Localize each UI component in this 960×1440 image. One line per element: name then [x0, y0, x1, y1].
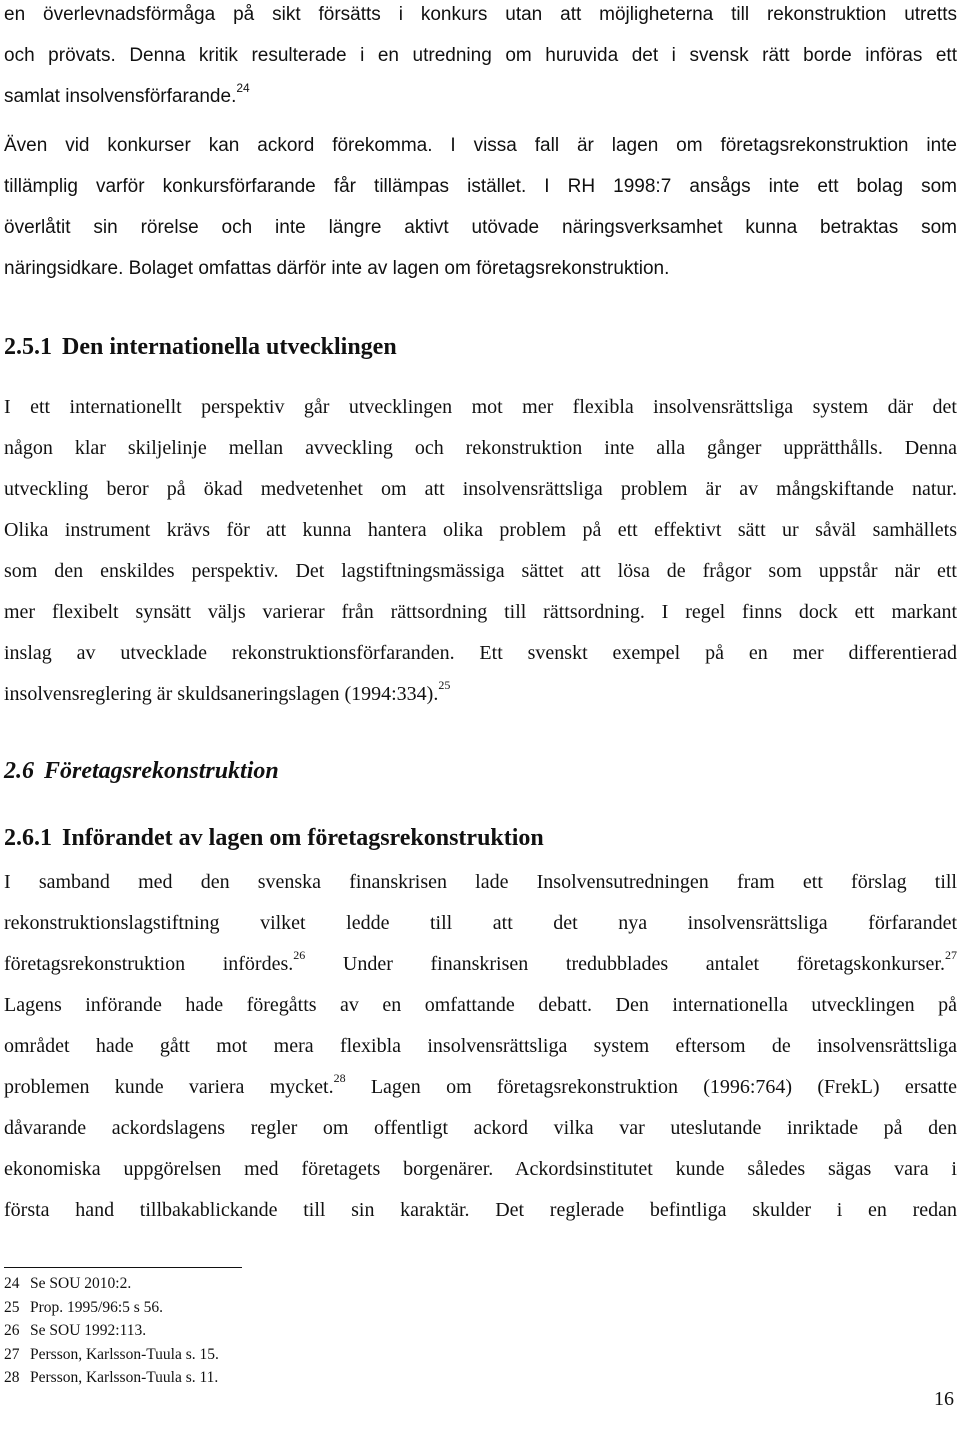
- footnote-26: [4, 1319, 219, 1343]
- footnote-ref-24: 24: [236, 80, 250, 95]
- text-line: I ett internationellt perspektiv går utvecklingen mot mer flexibla insolvensrättsliga system där det: [4, 396, 957, 418]
- footnote-27: [4, 1343, 219, 1367]
- section-title: Införandet av lagen om företagsrekonstruktion: [62, 825, 544, 851]
- text-line: tillämplig varför konkursförfarande får tillämpas istället. I RH 1998:7 ansågs inte ett bolag som: [4, 176, 957, 197]
- text-segment: problemen kunde variera mycket.: [4, 1076, 334, 1098]
- text-line: och prövats. Denna kritik resulterade i en utredning om huruvida det i svensk rätt borde införas ett: [4, 45, 957, 66]
- footnote-number: 28: [4, 1369, 20, 1386]
- text-line: [4, 1067, 957, 1108]
- section-number: 2.6.1: [4, 825, 52, 851]
- text-line: utveckling beror på ökad medvetenhet om att insolvensrättsliga problem är av mångskiftande natur.: [4, 478, 957, 500]
- footnote-number: 25: [4, 1298, 20, 1316]
- text-line: rekonstruktionslagstiftning vilket ledde till att det nya insolvensrättsliga förfarandet: [4, 912, 957, 934]
- footnote-ref-26: 26: [293, 948, 306, 963]
- text-segment: Under finanskrisen tredubblades antalet företagskonkurser.: [305, 953, 945, 975]
- text-line: som den enskildes perspektiv. Det lagstiftningsmässiga sättet att lösa de frågor som uppstår när ett: [4, 560, 957, 582]
- text-line: [4, 674, 957, 715]
- footnote-text: Prop. 1995/96:5 s 56.: [30, 1298, 164, 1316]
- section-title: Den internationella utvecklingen: [62, 334, 397, 360]
- footnotes: [4, 1272, 219, 1390]
- text-line: näringsidkare. Bolaget omfattas därför inte av lagen om företagsrekonstruktion.: [4, 258, 670, 279]
- footnote-text: Persson, Karlsson-Tuula s. 11.: [30, 1369, 219, 1386]
- text-line: [4, 76, 957, 117]
- section-heading-2-5-1: [4, 334, 397, 361]
- footnote-28: [4, 1366, 219, 1390]
- section-number: 2.6: [4, 758, 34, 784]
- text-line: [4, 944, 957, 985]
- text-line: Även vid konkurser kan ackord förekomma. I vissa fall är lagen om företagsrekonstruktion inte: [4, 135, 957, 156]
- text-line: någon klar skiljelinje mellan avveckling och rekonstruktion inte alla gånger upprätthålls. Denna: [4, 437, 957, 459]
- footnote-number: 27: [4, 1345, 20, 1363]
- text-line: dåvarande ackordslagens regler om offentligt ackord vilka var uteslutande inriktade på den: [4, 1117, 957, 1139]
- footnote-number: 26: [4, 1322, 20, 1339]
- text-line: Lagens införande hade föregåtts av en omfattande debatt. Den internationella utvecklingen på: [4, 994, 957, 1016]
- text-line: Olika instrument krävs för att kunna hantera olika problem på ett effektivt sätt ur såväl samhällets: [4, 519, 957, 541]
- footnote-text: Se SOU 2010:2.: [30, 1275, 132, 1292]
- footnote-25: [4, 1296, 219, 1320]
- text-line: området hade gått mot mera flexibla insolvensrättsliga system eftersom de insolvensrättsliga: [4, 1035, 957, 1057]
- paragraph-international-development: [4, 387, 957, 715]
- text-line: överlåtit sin rörelse och inte längre aktivt utövade näringsverksamhet kunna betraktas som: [4, 217, 957, 238]
- text-line: ekonomiska uppgörelsen med företagets borgenärer. Ackordsinstitutet kunde således sägas vara i: [4, 1158, 957, 1180]
- footnote-24: [4, 1272, 219, 1296]
- text-line-content: samlat insolvensförfarande.: [4, 86, 237, 107]
- section-heading-2-6: [4, 758, 279, 785]
- text-segment: Lagen om företagsrekonstruktion (1996:764) (FrekL) ersatte: [345, 1076, 957, 1098]
- footnote-number: 24: [4, 1275, 20, 1292]
- paragraph-introduction-of-law: [4, 862, 957, 1231]
- text-line: mer flexibelt synsätt väljs varierar från rättsordning till rättsordning. I regel finns dock ett markant: [4, 601, 957, 623]
- text-segment: företagsrekonstruktion infördes.: [4, 953, 294, 975]
- footnote-ref-27: 27: [945, 948, 957, 963]
- text-line-content: insolvensreglering är skuldsaneringslagen (1994:334).: [4, 683, 439, 705]
- footnote-separator: [4, 1267, 242, 1268]
- text-line: första hand tillbakablickande till sin karaktär. Det reglerade befintliga skulder i en redan: [4, 1199, 957, 1221]
- section-title: Företagsrekonstruktion: [44, 758, 279, 784]
- footnote-text: Se SOU 1992:113.: [30, 1322, 147, 1339]
- paragraph-insolvency-intro: [4, 0, 957, 117]
- text-line: I samband med den svenska finanskrisen lade Insolvensutredningen fram ett förslag till: [4, 871, 957, 893]
- footnote-ref-28: 28: [333, 1071, 346, 1086]
- footnote-ref-25: 25: [438, 678, 451, 693]
- paragraph-ackord: [4, 125, 957, 289]
- page-number: 16: [934, 1388, 954, 1410]
- section-number: 2.5.1: [4, 334, 52, 360]
- text-line: en överlevnadsförmåga på sikt försätts i konkurs utan att möjligheterna till rekonstruktion utretts: [4, 4, 957, 25]
- footnote-text: Persson, Karlsson-Tuula s. 15.: [30, 1345, 219, 1363]
- text-line: inslag av utvecklade rekonstruktionsförfaranden. Ett svenskt exempel på en mer differentierad: [4, 642, 957, 664]
- section-heading-2-6-1: [4, 825, 544, 852]
